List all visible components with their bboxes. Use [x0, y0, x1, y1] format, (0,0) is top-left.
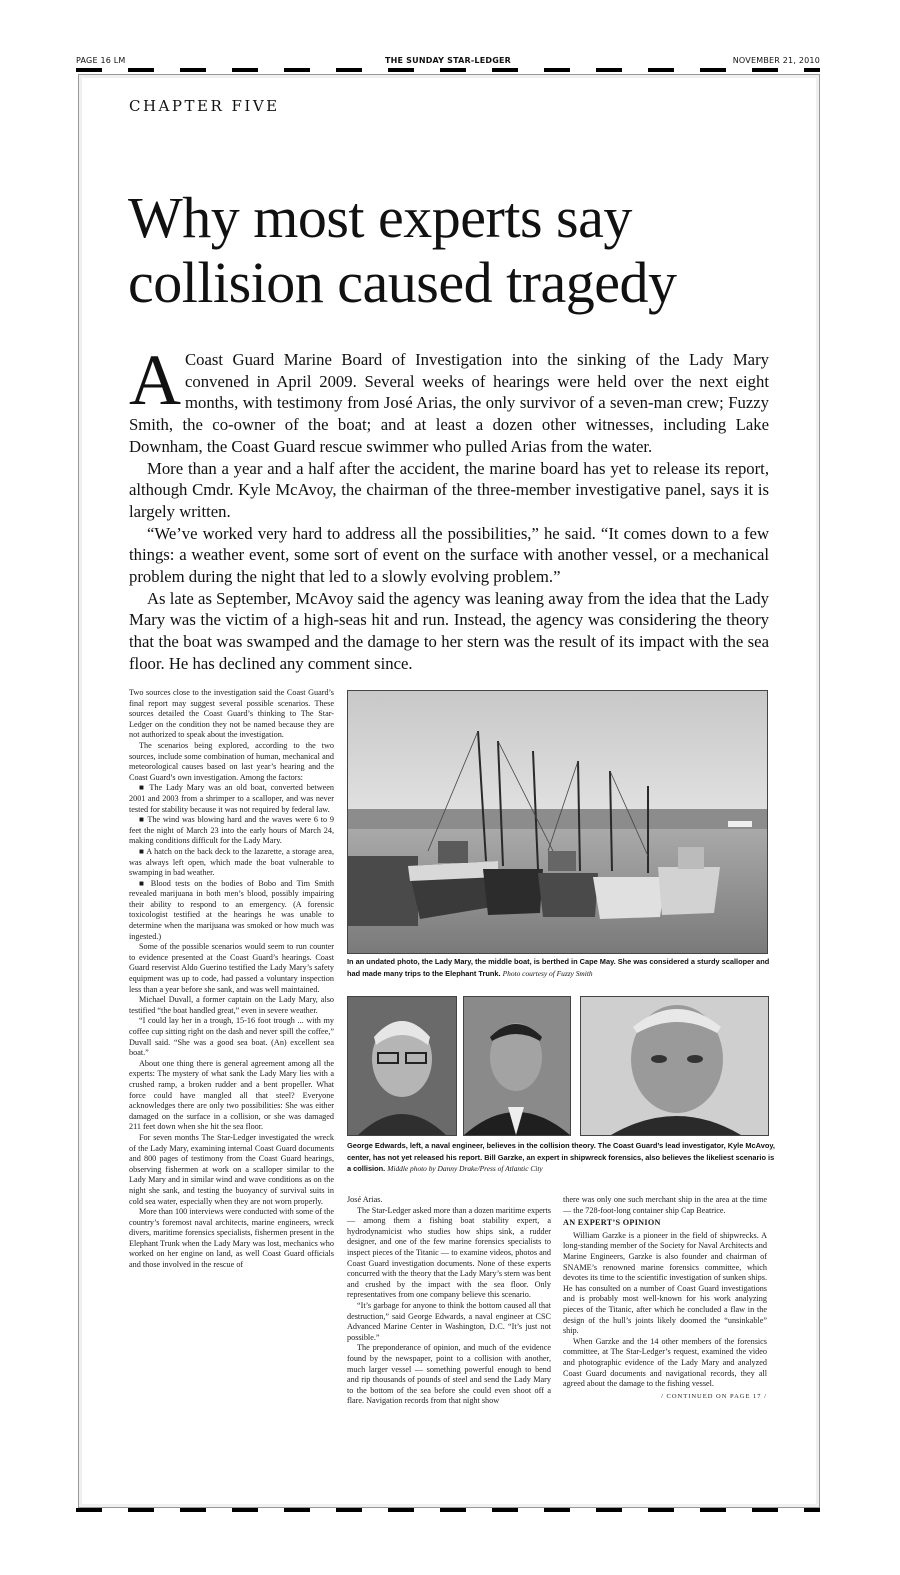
drop-cap: A: [129, 340, 181, 420]
body-paragraph: there was only one such merchant ship in the area at the time — the 728-foot-long container ship Cap Beatrice.: [563, 1195, 767, 1215]
lede-paragraph: “We’ve worked very hard to address all the possibilities,” he said. “It comes down to a few things: a weather event, some sort of event on the surface with another vessel, or a mechanical problem during the night that led to a slowly evolving problem.”: [129, 523, 769, 587]
continued-link[interactable]: / CONTINUED ON PAGE 17 /: [661, 1392, 767, 1400]
photo-portraits-caption: George Edwards, left, a naval engineer, believes in the collision theory. The Coast Guard’s lead investigator, Kyle McAvoy, center, has not yet released his report. Bill Garzke, an expert in shipwreck forensics, also believes the likeliest scenario is a collision. Middle photo by Danny Drake/Press of Atlantic City: [347, 1141, 775, 1173]
body-paragraph: For seven months The Star-Ledger investigated the wreck of the Lady Mary, examining internal Coast Guard documents and 800 pages of testimony from the Coast Guard hearings, observing fishermen at work on a scalloper similar to the Lady Mary and in similar wind and wave conditions as on the night she sank, and testing the buoyancy of survival suits in cold sea water, especially when they are not worn properly.: [129, 1132, 334, 1206]
photo-bill-garzke: [580, 996, 769, 1136]
body-paragraph: “I could lay her in a trough, 15-16 foot trough ... with my coffee cup sitting right on the dash and never spill the coffee,” Duvall said. “She was a good sea boat. (An) excellent sea boat.”: [129, 1016, 334, 1058]
body-column-1: [129, 688, 334, 1271]
harbor-photo-image: [348, 691, 767, 953]
bullet-paragraph: ■ A hatch on the back deck to the lazarette, a storage area, was always left open, which made the boat vulnerable to swamping in bad weather.: [129, 846, 334, 878]
subhead: AN EXPERT’S OPINION: [563, 1218, 661, 1228]
body-paragraph: More than 100 interviews were conducted with some of the country’s foremost naval architects, marine engineers, wreck divers, maritime forensics specialists, fishermen present in the Elephant Trunk when the Lady Mary was lost, mechanics who worked on her engine on land, as well Coast Guard officials and those involved in the rescue of: [129, 1207, 334, 1270]
photo-credit: Middle photo by Danny Drake/Press of Atlantic City: [387, 1164, 543, 1173]
body-paragraph: When Garzke and the 14 other members of the forensics committee, at The Star-Ledger’s request, examined the video and photographic evidence of the Lady Mary and analyzed Coast Guard documents and navigational records, they all agreed about the damage to the fishing vessel.: [563, 1336, 767, 1389]
photo-george-edwards: [347, 996, 457, 1136]
chapter-label: CHAPTER FIVE: [129, 97, 280, 115]
body-column-2: [347, 1195, 551, 1407]
body-paragraph: Michael Duvall, a former captain on the Lady Mary, also testified “the boat handled great,” even in severe weather.: [129, 995, 334, 1015]
body-paragraph: The preponderance of opinion, and much of the evidence found by the newspaper, point to a collision with another, much larger vessel — something powerful enough to bend and rip thousands of pounds of steel and send the Lady Mary to the bottom of the sea before she could even shoot off a flare. Navigation records from that night show: [347, 1343, 551, 1406]
headline: Why most experts say collision caused tragedy: [128, 185, 677, 315]
lede-paragraph: A Coast Guard Marine Board of Investigation into the sinking of the Lady Mary convened in April 2009. Several weeks of hearings were held over the next eight months, with testimony from José Arias, the only survivor of a seven-man crew; Fuzzy Smith, the co-owner of the boat; and at least a dozen other witnesses, including Lake Downham, the Coast Guard rescue swimmer who pulled Arias from the water.: [129, 340, 769, 456]
bullet-paragraph: ■ The wind was blowing hard and the waves were 6 to 9 feet the night of March 23 into the early hours of March 24, making conditions difficult for the Lady Mary.: [129, 815, 334, 846]
body-paragraph: The Star-Ledger asked more than a dozen maritime experts — among them a fishing boat stability expert, a hydrodynamicist who studies how ships sink, a rudder designer, and one of the few marine forensics specialists to inspect pieces of the Titanic — to examine videos, photos and Coast Guard investigation documents. None of these experts concurred with the theory that the Lady Mary’s stern was bent and crushed by the impact with the sea floor. Only representatives from one company believe this scenario.: [347, 1205, 551, 1300]
masthead: [76, 56, 820, 68]
lede: [129, 340, 769, 675]
photo-boats-caption: In an undated photo, the Lady Mary, the middle boat, is berthed in Cape May. She was considered a sturdy scalloper and had made many trips to the Elephant Trunk. Photo courtesy of Fuzzy Smith: [347, 957, 770, 978]
issue-date: NOVEMBER 21, 2010: [732, 56, 820, 65]
photo-kyle-mcavoy: [463, 996, 571, 1136]
bullet-paragraph: ■ Blood tests on the bodies of Bobo and Tim Smith revealed marijuana in both men’s blood, possibly impairing their ability to respond to an emergency. (A forensic toxicologist testified at the hearings he was unable to determine when the marijuana was smoked or how much was ingested.): [129, 878, 334, 941]
page-label: PAGE 16 LM: [76, 56, 126, 65]
photo-boats: [347, 690, 768, 954]
portrait-image: [464, 997, 570, 1135]
lede-paragraph: As late as September, McAvoy said the agency was leaning away from the idea that the Lady Mary was the victim of a high-seas hit and run. Instead, the agency was considering the theory that the boat was swamped and the damage to her stern was the result of its impact with the sea floor. He has declined any comment since.: [129, 588, 769, 673]
lede-paragraph: More than a year and a half after the accident, the marine board has yet to release its report, although Cmdr. Kyle McAvoy, the chairman of the three-member investigative panel, says it is largely written.: [129, 458, 769, 521]
newspaper-name: THE SUNDAY STAR-LEDGER: [384, 56, 512, 65]
top-dashed-rule: [76, 68, 820, 72]
body-paragraph: “It’s garbage for anyone to think the bottom caused all that destruction,” said George Edwards, a naval engineer at CSC Advanced Marine Center in Washington, D.C. “It’s just not possible.”: [347, 1300, 551, 1342]
portrait-image: [581, 997, 768, 1135]
body-paragraph: About one thing there is general agreement among all the experts: The mystery of what sank the Lady Mary lies with a crushed ramp, a broken rudder and a bent propeller. What force could have mangled all that steel? Everyone acknowledges there are only two possibilities: She was either damaged on the surface in a collision, or she was damaged 211 feet down when she hit the sea floor.: [129, 1058, 334, 1132]
body-paragraph: Some of the possible scenarios would seem to run counter to evidence presented at the Coast Guard’s hearings. Coast Guard reservist Aldo Guerino testified the Lady Mary’s safety equipment was up to code, had passed a voluntary inspection less than a year before she sank, and was well maintained.: [129, 942, 334, 994]
body-paragraph: Two sources close to the investigation said the Coast Guard’s final report may suggest several possible scenarios. These sources detailed the Coast Guard’s thinking to The Star-Ledger on the condition they not be named because they are not authorized to speak about the investigation.: [129, 688, 334, 740]
photo-credit: Photo courtesy of Fuzzy Smith: [502, 968, 593, 978]
bullet-paragraph: ■ The Lady Mary was an old boat, converted between 2001 and 2003 from a shrimper to a scalloper, and was never tested for stability because it was not required by federal law.: [129, 783, 334, 814]
body-paragraph: The scenarios being explored, according to the two sources, include some combination of human, mechanical and meteorological causes based on last year’s hearing and the Coast Guard’s own investigation. Among the factors:: [129, 740, 334, 782]
portrait-image: [348, 997, 456, 1135]
body-column-3: [563, 1195, 767, 1402]
body-paragraph: William Garzke is a pioneer in the field of shipwrecks. A long-standing member of the Society for Naval Architects and Marine Engineers, Garzke is also founder and chairman of SNAME’s renowned marine forensics committee, which devotes its time to the scientific investigation of sunken ships. He has consulted on a number of Coast Guard investigations and is probably most well-known for his work analyzing pieces of the Titanic, after which he concluded a flaw in the design of the hull’s joints likely doomed the “unsinkable” ship.: [563, 1230, 767, 1336]
body-paragraph: José Arias.: [347, 1195, 383, 1204]
bottom-dashed-rule: [76, 1508, 820, 1512]
